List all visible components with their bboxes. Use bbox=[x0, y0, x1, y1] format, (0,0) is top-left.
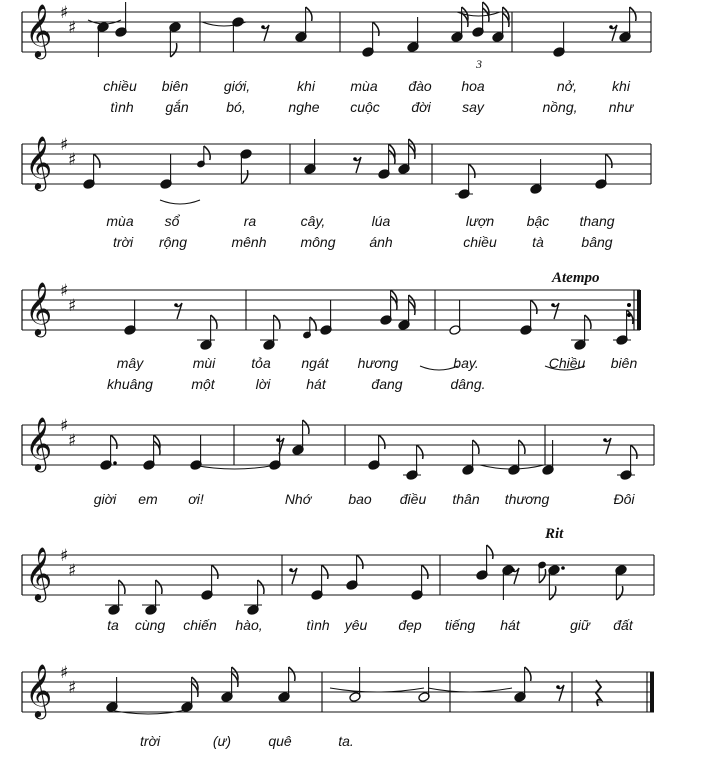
note-flag bbox=[549, 586, 555, 600]
treble-clef-icon: 𝄞 bbox=[25, 416, 53, 470]
note-flag bbox=[212, 565, 218, 579]
lyric-line1-syl: điều bbox=[399, 491, 427, 507]
staff-system bbox=[22, 281, 641, 350]
treble-clef-icon: 𝄞 bbox=[25, 281, 53, 335]
note-flag bbox=[585, 315, 591, 329]
lyric-line2-syl: khuâng bbox=[107, 376, 153, 392]
note-flag bbox=[519, 440, 525, 454]
lyric-line1-syl: ta. bbox=[338, 733, 354, 749]
note-flag bbox=[241, 170, 247, 184]
thick-barline bbox=[650, 672, 654, 712]
lyric-line1-syl: hào, bbox=[235, 617, 263, 633]
note-flag bbox=[531, 300, 537, 314]
note-flag bbox=[357, 555, 363, 569]
lyric-line1-syl: em bbox=[138, 491, 158, 507]
lyric-line2-syl: rộng bbox=[158, 234, 188, 250]
note-flag bbox=[616, 586, 622, 600]
note bbox=[403, 445, 423, 480]
note-flag bbox=[258, 580, 264, 594]
eighth-rest-dot bbox=[276, 438, 280, 442]
note bbox=[617, 445, 637, 480]
lyric-line2-syl: dâng. bbox=[450, 376, 486, 392]
sharp-icon: ♯ bbox=[68, 18, 77, 38]
lyric-line1-syl: khi bbox=[297, 78, 315, 94]
lyric-line2-syl: nồng, bbox=[542, 99, 578, 115]
eighth-rest-dot bbox=[511, 568, 515, 572]
lyric-line2-syl: nghe bbox=[288, 99, 320, 115]
lyric-line2-syl: mông bbox=[300, 234, 336, 250]
treble-clef-icon: 𝄞 bbox=[25, 546, 53, 600]
lyric-line1-syl: ơi! bbox=[188, 491, 204, 507]
tie-slur bbox=[193, 465, 276, 469]
note bbox=[553, 22, 565, 57]
eighth-rest-dot bbox=[551, 303, 555, 307]
note-flag bbox=[606, 154, 612, 168]
lyric-line2-syl: đang bbox=[371, 376, 403, 392]
sharp-icon: ♯ bbox=[60, 663, 69, 683]
sharp-icon: ♯ bbox=[68, 561, 77, 581]
eighth-rest-dot bbox=[556, 685, 560, 689]
note-flag bbox=[111, 435, 117, 449]
note-flag bbox=[631, 445, 637, 459]
staff-system bbox=[22, 663, 654, 719]
note-flag bbox=[306, 7, 312, 21]
note-flag bbox=[525, 667, 531, 681]
lyric-line2-syl: cuộc bbox=[350, 99, 380, 115]
lyric-line2-syl: bâng bbox=[581, 234, 613, 250]
lyric-line1-syl: thân bbox=[452, 491, 480, 507]
note-flag bbox=[630, 7, 636, 21]
lyric-line1-syl: thương bbox=[504, 491, 550, 507]
lyric-line1-syl: mùa bbox=[350, 78, 378, 94]
lyric-line2-syl: chiều bbox=[463, 234, 497, 250]
note-flag bbox=[469, 164, 475, 178]
lyric-line1-syl: giữ bbox=[570, 617, 590, 633]
note bbox=[115, 2, 127, 37]
lyric-line2-syl: hát bbox=[306, 376, 326, 392]
lyric-line2-syl: tình bbox=[110, 99, 134, 115]
lyric-line2-syl: bó, bbox=[226, 99, 246, 115]
lyric-line2-syl: ánh bbox=[369, 234, 393, 250]
eighth-rest-dot bbox=[174, 303, 178, 307]
staff-system bbox=[22, 2, 651, 59]
lyric-line2-syl: gắn bbox=[165, 99, 189, 115]
lyric-line1-syl: quê bbox=[268, 733, 292, 749]
triplet-number: 3 bbox=[476, 57, 482, 71]
lyric-line1-syl: hoa bbox=[461, 78, 485, 94]
note-flag bbox=[170, 43, 176, 57]
sharp-icon: ♯ bbox=[68, 678, 77, 698]
lyric-line1-syl: trời bbox=[139, 733, 161, 749]
thick-barline bbox=[637, 290, 641, 330]
lyric-line1-syl: giời bbox=[93, 491, 117, 507]
lyric-line1-syl: bay. bbox=[453, 355, 479, 371]
staff-system bbox=[22, 545, 654, 615]
lyric-line1-syl: ngát bbox=[301, 355, 329, 371]
note-flag bbox=[373, 22, 379, 36]
treble-clef-icon: 𝄞 bbox=[25, 3, 53, 57]
note bbox=[240, 149, 252, 184]
note-flag bbox=[379, 435, 385, 449]
note bbox=[320, 300, 332, 335]
note-flag bbox=[274, 315, 280, 329]
note bbox=[232, 17, 244, 52]
sharp-icon: ♯ bbox=[68, 296, 77, 316]
dot bbox=[561, 566, 565, 570]
eighth-rest-dot bbox=[289, 568, 293, 572]
tie-slur bbox=[160, 200, 200, 204]
lyric-line1-syl: mùi bbox=[192, 355, 216, 371]
lyric-line1-syl: cây, bbox=[300, 213, 326, 229]
lyric-line1-syl: đất bbox=[613, 617, 633, 633]
sharp-icon: ♯ bbox=[60, 135, 69, 155]
note-flag bbox=[156, 580, 162, 594]
tie-slur bbox=[428, 688, 512, 692]
note bbox=[449, 300, 461, 335]
treble-clef-icon: 𝄞 bbox=[25, 135, 53, 189]
lyric-line1-syl: lúa bbox=[371, 213, 391, 229]
sharp-icon: ♯ bbox=[68, 150, 77, 170]
lyric-line1-syl: yêu bbox=[344, 617, 368, 633]
dot bbox=[113, 461, 117, 465]
note bbox=[455, 164, 475, 199]
note bbox=[124, 300, 136, 335]
note-flag bbox=[417, 445, 423, 459]
lyric-line1-syl: Chiều bbox=[548, 355, 586, 371]
lyric-line1-syl: lượn bbox=[465, 213, 495, 229]
note bbox=[538, 561, 546, 583]
lyric-line1-syl: Đôi bbox=[613, 491, 635, 507]
lyric-line1-syl: bao bbox=[348, 491, 372, 507]
eighth-rest-dot bbox=[609, 25, 613, 29]
lyric-line1-syl: chiến bbox=[183, 617, 217, 633]
lyric-line1-syl: bậc bbox=[526, 213, 550, 229]
sharp-icon: ♯ bbox=[60, 546, 69, 566]
lyric-line1-syl: chiều bbox=[103, 78, 137, 94]
lyric-line1-syl: hương bbox=[357, 355, 399, 371]
lyric-line1-syl: biên bbox=[161, 78, 189, 94]
note-flag bbox=[322, 565, 328, 579]
lyric-line1-syl: sổ bbox=[164, 213, 180, 229]
atempo-marking: Atempo bbox=[552, 270, 600, 286]
lyric-line1-syl: giới, bbox=[223, 78, 251, 94]
lyric-line1-syl: tình bbox=[306, 617, 330, 633]
lyric-line1-syl: ta bbox=[107, 617, 119, 633]
rit-marking: Rit bbox=[545, 526, 564, 542]
lyric-line1-syl: Nhớ bbox=[284, 491, 312, 507]
eighth-rest-dot bbox=[603, 438, 607, 442]
lyric-line1-syl: hát bbox=[500, 617, 520, 633]
note-flag bbox=[422, 565, 428, 579]
note-flag bbox=[539, 569, 545, 583]
note-flag bbox=[211, 315, 217, 329]
note bbox=[160, 154, 172, 189]
lyric-line1-syl: thang bbox=[579, 213, 615, 229]
note-flag bbox=[119, 580, 125, 594]
lyric-line1-syl: (ư) bbox=[212, 733, 232, 749]
note-flag bbox=[204, 146, 210, 160]
lyric-line1-syl: tỏa bbox=[251, 355, 271, 371]
tie-slur bbox=[330, 688, 424, 692]
treble-clef-icon: 𝄞 bbox=[25, 663, 53, 717]
note-flag bbox=[627, 310, 633, 324]
eighth-rest-dot bbox=[261, 25, 265, 29]
lyric-line1-syl: đẹp bbox=[398, 617, 422, 633]
note-flag bbox=[289, 667, 295, 681]
lyric-line1-syl: ra bbox=[243, 213, 257, 229]
note-flag bbox=[473, 440, 479, 454]
sharp-icon: ♯ bbox=[60, 281, 69, 301]
lyric-line2-syl: một bbox=[191, 376, 215, 392]
lyric-line1-syl: cùng bbox=[134, 617, 166, 633]
lyric-line2-syl: mênh bbox=[231, 234, 267, 250]
note-flag bbox=[94, 154, 100, 168]
lyric-line1-syl: mây bbox=[116, 355, 144, 371]
sharp-icon: ♯ bbox=[60, 416, 69, 436]
sharp-icon: ♯ bbox=[60, 3, 69, 23]
staff-system bbox=[22, 416, 654, 480]
lyric-line1-syl: khi bbox=[612, 78, 630, 94]
lyric-line2-syl: như bbox=[608, 99, 634, 115]
staff-system bbox=[22, 135, 651, 199]
note-flag bbox=[303, 420, 309, 434]
eighth-rest-dot bbox=[353, 157, 357, 161]
lyric-line1-syl: biên bbox=[610, 355, 638, 371]
lyric-line1-syl: mùa bbox=[106, 213, 134, 229]
lyric-line2-syl: lời bbox=[255, 376, 271, 392]
lyric-line2-syl: đời bbox=[411, 99, 431, 115]
lyric-line1-syl: đào bbox=[408, 78, 432, 94]
lyric-line1-syl: nở, bbox=[556, 78, 578, 94]
sharp-icon: ♯ bbox=[68, 431, 77, 451]
lyric-line2-syl: say bbox=[462, 99, 484, 115]
lyric-line2-syl: tà bbox=[532, 234, 544, 250]
note-flag bbox=[487, 545, 493, 559]
lyric-line2-syl: trời bbox=[112, 234, 134, 250]
repeat-dot bbox=[627, 303, 631, 307]
lyric-line1-syl: tiếng bbox=[444, 617, 476, 633]
note-flag bbox=[310, 317, 316, 331]
